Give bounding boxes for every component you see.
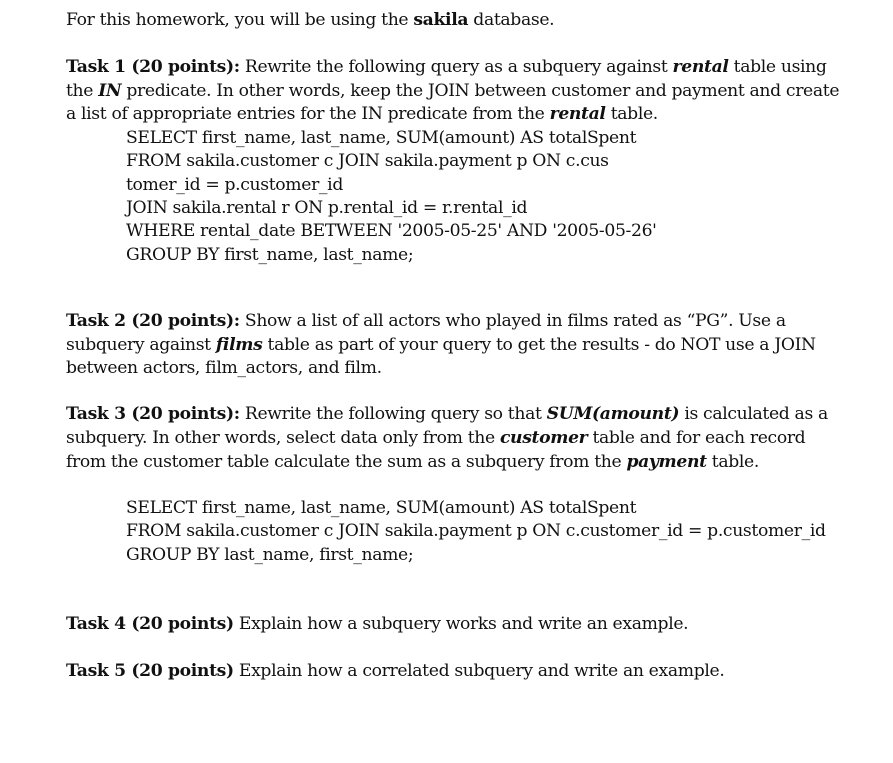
task-1-code-line: GROUP BY first_name, last_name;: [126, 245, 414, 265]
task-3-code-line: FROM sakila.customer c JOIN sakila.payment p ON c.customer_id = p.customer_id: [126, 521, 826, 541]
task-5-heading: Task 5 (20 points): [66, 661, 234, 681]
task-3-line-1: [66, 402, 828, 426]
task-2-text: subquery against: [66, 335, 216, 355]
task-3-line-2: [66, 426, 805, 450]
task-2-line-2: [66, 333, 816, 357]
task-5-text: Explain how a correlated subquery and write an example.: [233, 661, 725, 681]
table-name-rental: rental: [672, 57, 729, 77]
task-3-text: table and for each record: [587, 428, 806, 448]
task-1-text: table.: [605, 104, 658, 124]
task-3-text: Rewrite the following query so that: [239, 404, 547, 424]
task-3-heading: Task 3 (20 points):: [66, 404, 240, 424]
task-2-text: table as part of your query to get the results - do NOT use a JOIN: [262, 335, 816, 355]
task-4-text: Explain how a subquery works and write an example.: [233, 614, 689, 634]
task-1-line-3: [66, 102, 658, 126]
task-3-text: from the customer table calculate the sum as a subquery from the: [66, 452, 627, 472]
in-keyword: IN: [98, 81, 122, 101]
intro-line: [66, 8, 554, 32]
task-3-text: is calculated as a: [679, 404, 828, 424]
task-3-code-line: GROUP BY last_name, first_name;: [126, 545, 414, 565]
table-name-films: films: [215, 335, 263, 355]
task-3-text: subquery. In other words, select data only from the: [66, 428, 500, 448]
task-3-code-line: SELECT first_name, last_name, SUM(amount) AS totalSpent: [126, 498, 637, 518]
task-2-line-1: [66, 309, 786, 333]
task-1-text: predicate. In other words, keep the JOIN between customer and payment and create: [121, 81, 840, 101]
table-name-customer: customer: [499, 428, 588, 448]
intro-text: For this homework, you will be using the: [66, 10, 414, 30]
task-1-line-1: [66, 55, 827, 79]
task-2-line-3: [66, 356, 382, 380]
table-name-payment: payment: [626, 452, 707, 472]
task-4-heading: Task 4 (20 points): [66, 614, 234, 634]
task-4: [66, 612, 688, 636]
task-1-text: a list of appropriate entries for the IN predicate from the: [66, 104, 550, 124]
intro-suffix: database.: [468, 10, 555, 30]
table-name-rental: rental: [549, 104, 606, 124]
task-5: [66, 659, 724, 683]
task-1-text: Rewrite the following query as a subquery against: [239, 57, 673, 77]
sum-amount-expression: SUM(amount): [546, 404, 680, 424]
task-1-text: the: [66, 81, 99, 101]
task-1-code-line: JOIN sakila.rental r ON p.rental_id = r.rental_id: [126, 198, 528, 218]
task-1-code-line: WHERE rental_date BETWEEN '2005-05-25' AND '2005-05-26': [126, 221, 657, 241]
task-1-line-2: [66, 79, 839, 103]
task-2-text: between actors, film_actors, and film.: [66, 358, 382, 378]
task-3-line-3: [66, 450, 759, 474]
database-name: sakila: [413, 10, 469, 30]
task-1-code-line: SELECT first_name, last_name, SUM(amount) AS totalSpent: [126, 128, 637, 148]
task-1-text: table using: [728, 57, 827, 77]
task-3-text: table.: [706, 452, 759, 472]
task-1-code-line: FROM sakila.customer c JOIN sakila.payment p ON c.cus: [126, 151, 609, 171]
task-2-heading: Task 2 (20 points):: [66, 311, 240, 331]
task-1-code-line: tomer_id = p.customer_id: [126, 175, 343, 195]
task-2-text: Show a list of all actors who played in films rated as “PG”. Use a: [239, 311, 786, 331]
task-1-heading: Task 1 (20 points):: [66, 57, 240, 77]
